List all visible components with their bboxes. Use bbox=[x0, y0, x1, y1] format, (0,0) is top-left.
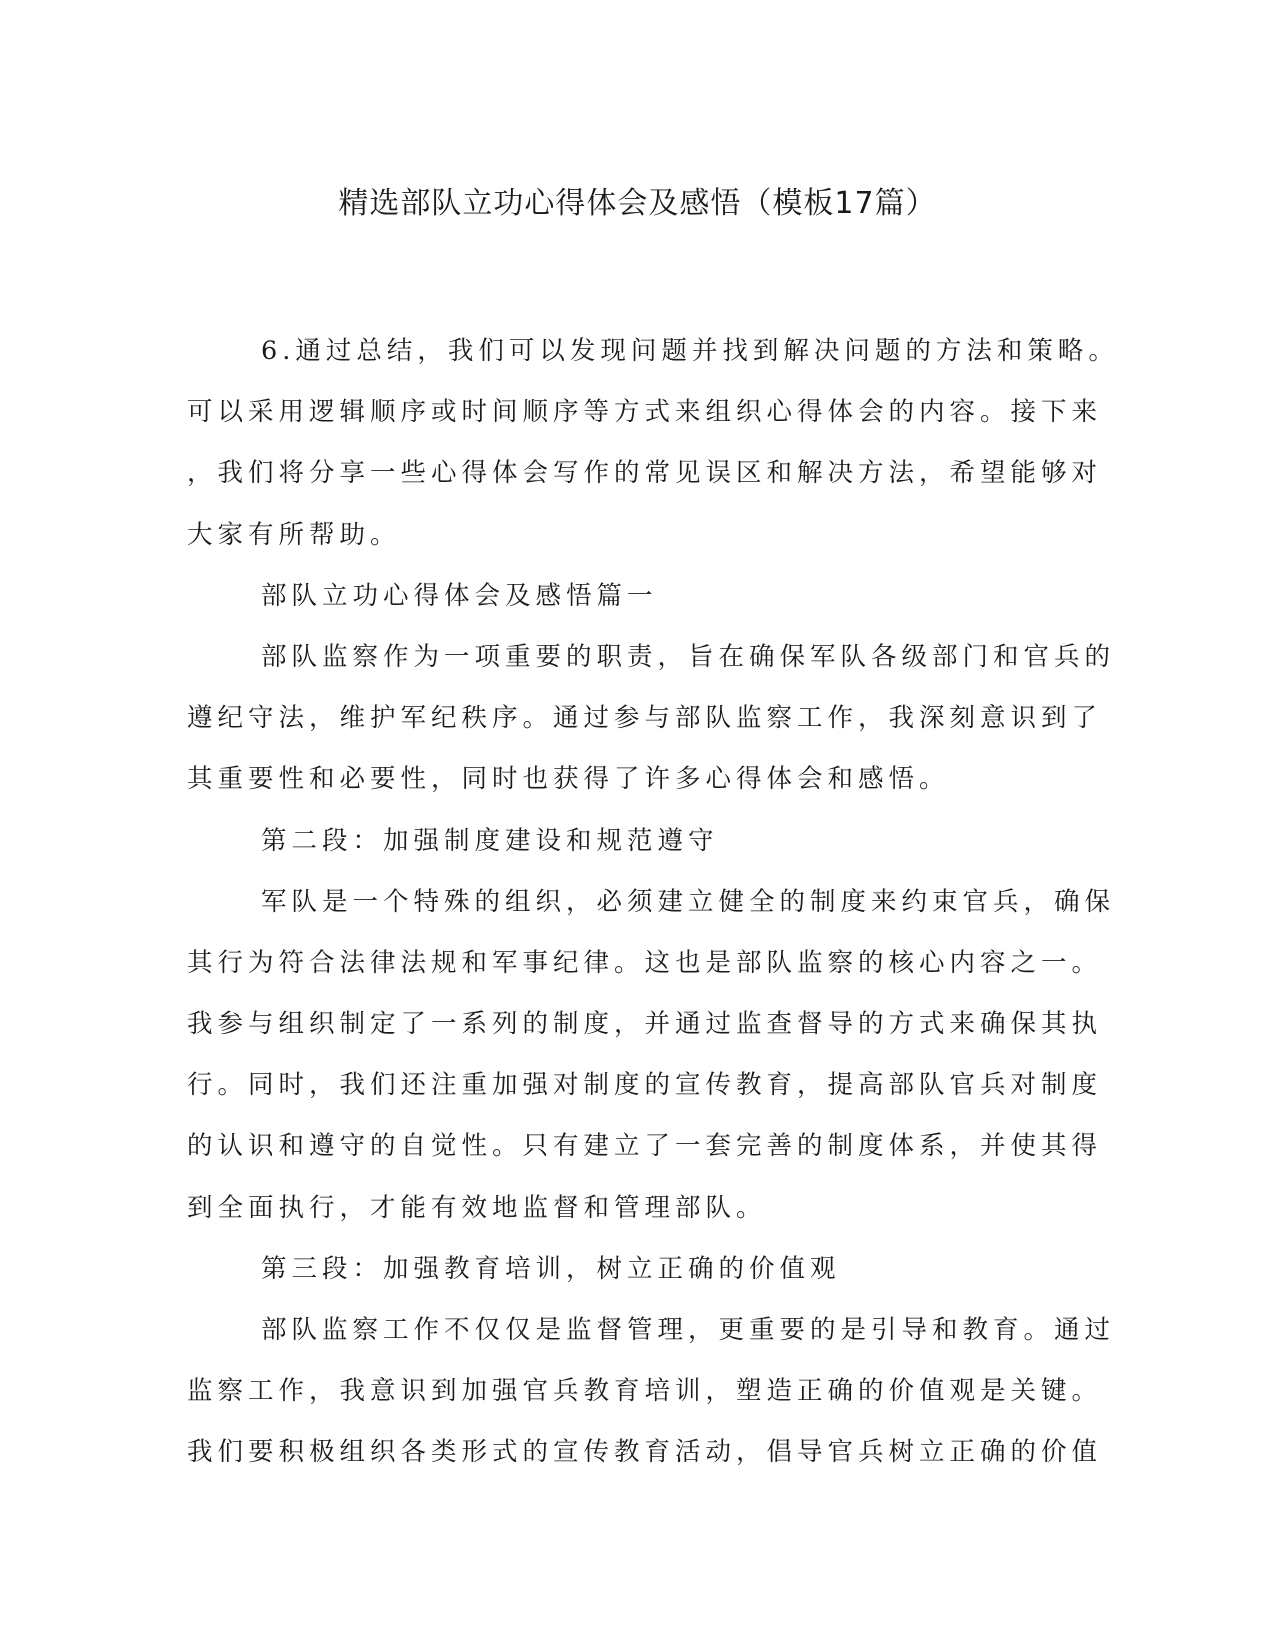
paragraph-line: 遵纪守法，维护军纪秩序。通过参与部队监察工作，我深刻意识到了 bbox=[187, 703, 1103, 734]
paragraph-line: 其行为符合法律法规和军事纪律。这也是部队监察的核心内容之一。 bbox=[187, 947, 1103, 978]
paragraph-line: 可以采用逻辑顺序或时间顺序等方式来组织心得体会的内容。接下来 bbox=[187, 397, 1103, 428]
section-heading: 第三段：加强教育培训，树立正确的价值观 bbox=[261, 1253, 841, 1284]
section-heading: 第二段：加强制度建设和规范遵守 bbox=[261, 825, 719, 856]
paragraph-line: 行。同时，我们还注重加强对制度的宣传教育，提高部队官兵对制度 bbox=[187, 1070, 1103, 1101]
paragraph-line: 我们要积极组织各类形式的宣传教育活动，倡导官兵树立正确的价值 bbox=[187, 1437, 1103, 1468]
document-body bbox=[187, 321, 1119, 1484]
paragraph-line: 6.通过总结，我们可以发现问题并找到解决问题的方法和策略。 bbox=[261, 336, 1119, 366]
paragraph-line: 部队监察作为一项重要的职责，旨在确保军队各级部门和官兵的 bbox=[261, 641, 1116, 672]
paragraph-line: 的认识和遵守的自觉性。只有建立了一套完善的制度体系，并使其得 bbox=[187, 1131, 1103, 1162]
paragraph-line: 大家有所帮助。 bbox=[187, 519, 401, 550]
document-title: 精选部队立功心得体会及感悟（模板17篇） bbox=[338, 186, 937, 221]
paragraph-line: 其重要性和必要性，同时也获得了许多心得体会和感悟。 bbox=[187, 764, 950, 795]
paragraph-line: 部队监察工作不仅仅是监督管理，更重要的是引导和教育。通过 bbox=[261, 1315, 1116, 1345]
section-heading: 部队立功心得体会及感悟篇一 bbox=[261, 580, 658, 611]
paragraph-line: 军队是一个特殊的组织，必须建立健全的制度来约束官兵，确保 bbox=[261, 886, 1116, 917]
paragraph-line: 我参与组织制定了一系列的制度，并通过监查督导的方式来确保其执 bbox=[187, 1009, 1103, 1040]
paragraph-line: 到全面执行，才能有效地监督和管理部队。 bbox=[187, 1192, 767, 1223]
paragraph-line: 监察工作，我意识到加强官兵教育培训，塑造正确的价值观是关键。 bbox=[187, 1376, 1103, 1407]
paragraph-line: ，我们将分享一些心得体会写作的常见误区和解决方法，希望能够对 bbox=[187, 458, 1103, 489]
